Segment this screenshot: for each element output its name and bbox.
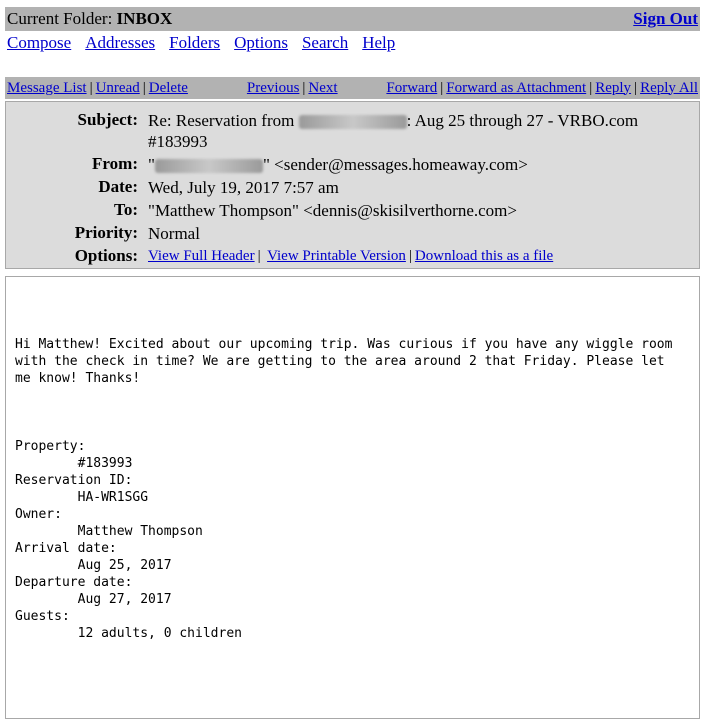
view-full-header-link[interactable]: View Full Header: [148, 248, 255, 264]
nav-folders[interactable]: Folders: [169, 33, 221, 52]
to-value: "Matthew Thompson" <dennis@skisilverthorne.com>: [148, 201, 517, 220]
priority-value: Normal: [148, 224, 200, 243]
view-printable-link[interactable]: View Printable Version: [267, 248, 406, 264]
subject-line2: #183993: [148, 132, 208, 151]
forward-attachment-link[interactable]: Forward as Attachment: [446, 79, 587, 96]
nav-addresses[interactable]: Addresses: [85, 33, 156, 52]
from-value: [148, 154, 688, 175]
nav-options[interactable]: Options: [234, 33, 288, 52]
subject-suffix: : Aug 25 through 27 - VRBO.com: [406, 111, 639, 130]
current-folder-name: INBOX: [116, 9, 173, 28]
separator: |: [302, 79, 306, 96]
message-list-link[interactable]: Message List: [7, 79, 87, 96]
current-folder-label: Current Folder:: [7, 9, 113, 28]
from-label: From:: [92, 154, 138, 173]
subject-value: [148, 110, 688, 152]
message-body-text: Hi Matthew! Excited about our upcoming trip. Was curious if you have any wiggle room with the check in time? We are getting to the area around 2 that Friday. Please let me know! Thanks! Property: #183993 Reservation ID: HA-WR1SGG Owner: Matthew Thompson Arrival date: Aug 25, 2017 Departure date: Aug 27, 2017 Guests: 12 adults, 0 children: [15, 337, 673, 641]
nav-search[interactable]: Search: [301, 33, 349, 52]
redacted-name: [299, 115, 407, 129]
separator: |: [589, 79, 593, 96]
main-nav: [7, 33, 395, 53]
delete-link[interactable]: Delete: [148, 79, 188, 96]
separator: |: [634, 79, 638, 96]
date-value: Wed, July 19, 2017 7:57 am: [148, 178, 339, 197]
separator: |: [257, 248, 261, 264]
options-label: Options:: [74, 246, 138, 265]
message-body: [5, 276, 700, 719]
previous-link[interactable]: Previous: [246, 79, 300, 96]
redacted-sender: [155, 159, 263, 173]
date-label: Date:: [98, 177, 138, 196]
toolbar-nav-group: [247, 80, 338, 97]
download-file-link[interactable]: Download this as a file: [414, 248, 554, 264]
unread-link[interactable]: Unread: [95, 79, 140, 96]
next-link[interactable]: Next: [308, 79, 338, 96]
priority-label: Priority:: [74, 223, 138, 242]
from-open-quote: ": [148, 155, 155, 174]
toolbar-reply-group: [386, 80, 698, 97]
reply-link[interactable]: Reply: [595, 79, 632, 96]
message-toolbar: [5, 77, 700, 99]
message-header: [5, 101, 700, 269]
sign-out-link[interactable]: Sign Out: [633, 9, 698, 28]
subject-label: Subject:: [77, 110, 138, 129]
toolbar-list-group: [7, 80, 188, 97]
forward-link[interactable]: Forward: [386, 79, 438, 96]
current-folder: [7, 9, 172, 29]
folder-title-bar: [5, 7, 700, 31]
options-value: [148, 246, 688, 267]
separator: |: [89, 79, 93, 96]
separator: |: [408, 248, 412, 264]
subject-prefix: Re: Reservation from: [148, 111, 295, 130]
separator: |: [142, 79, 146, 96]
nav-help[interactable]: Help: [362, 33, 396, 52]
reply-all-link[interactable]: Reply All: [640, 79, 698, 96]
from-address: " <sender@messages.homeaway.com>: [262, 155, 528, 174]
separator: |: [440, 79, 444, 96]
to-label: To:: [114, 200, 138, 219]
nav-compose[interactable]: Compose: [7, 33, 72, 52]
